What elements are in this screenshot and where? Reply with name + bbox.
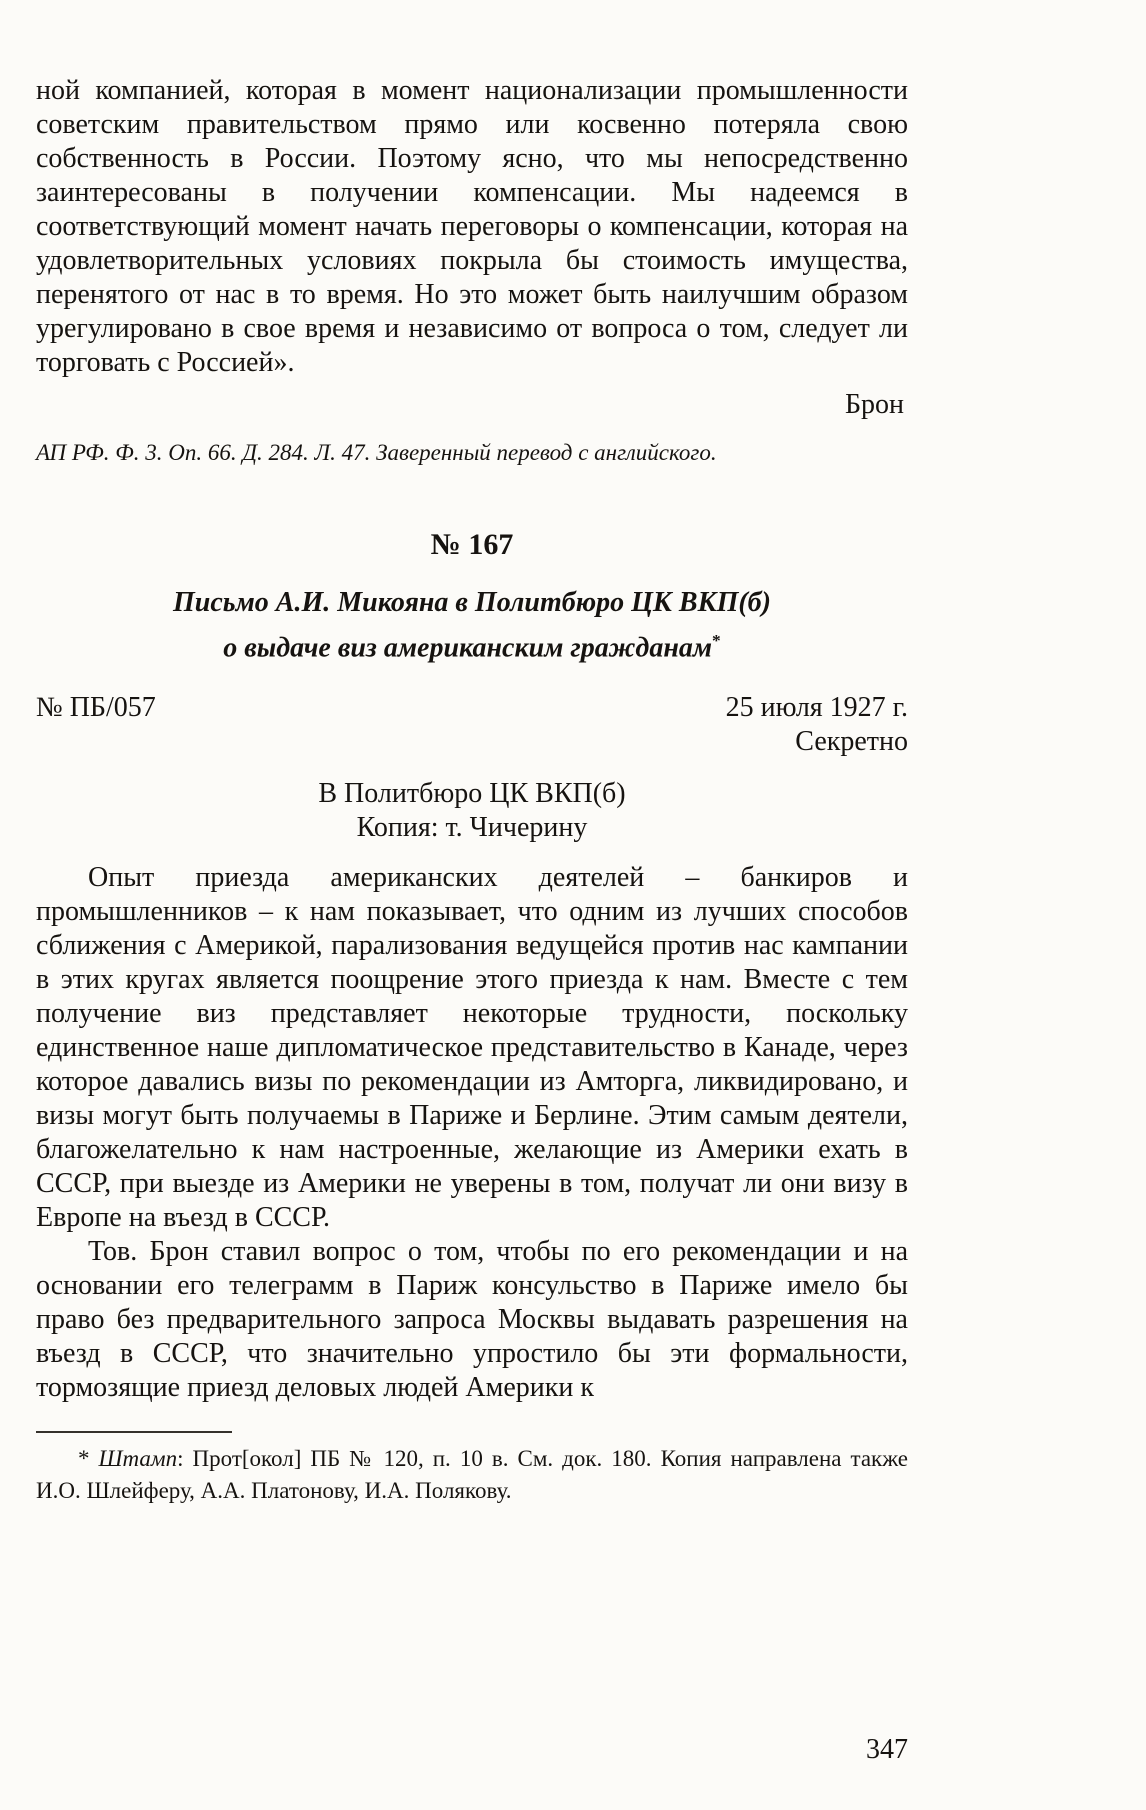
- page-content: [36, 74, 908, 1507]
- copy-line: Копия: т. Чичерину: [356, 812, 588, 844]
- document-title-line2-text: о выдаче виз американским гражданам: [223, 632, 713, 664]
- previous-document-continuation-paragraph: ной компанией, которая в момент национализации промышленности советским правительством прямо или косвенно потеряла свою собственность в России. Поэтому ясно, что мы непосредственно заинтересованы в получении компенсации. Мы надеемся в соответствующий момент начать переговоры о компенсации, которая на удовлетворительных условиях покрыла бы стоимость имущества, перенятого от нас в то время. Но это может быть наилучшим образом урегулировано в свое время и независимо от вопроса о том, следует ли торговать с Россией».: [36, 75, 908, 378]
- document-date: 25 июля 1927 г.: [725, 692, 908, 724]
- footnote-text: : Прот[окол] ПБ № 120, п. 10 в. См. док. 180. Копия направлена также И.О. Шлейферу, А.А. Платонову, И.А. Полякову.: [36, 1446, 909, 1504]
- footnote: [36, 1443, 908, 1507]
- footnote-marker-superscript: *: [712, 631, 721, 650]
- footnote-term: Штамп: [98, 1446, 178, 1472]
- document-number-heading: № 167: [430, 528, 514, 561]
- classification-label: Секретно: [795, 726, 908, 758]
- archive-reference: АП РФ. Ф. 3. Оп. 66. Д. 284. Л. 47. Заверенный перевод с английского.: [36, 440, 717, 465]
- document-paragraph-1: Опыт приезда американских деятелей – банкиров и промышленников – к нам показывает, что одним из лучших способов сближения с Америкой, парализования ведущейся против нас кампании в этих кругах является поощрение этого приезда к нам. Вместе с тем получение виз представляет некоторые трудности, поскольку единственное наше дипломатическое представительство в Канаде, через которое давались визы по рекомендации из Амторга, ликвидировано, и визы могут быть получаемы в Париже и Берлине. Этим самым деятели, благожелательно к нам настроенные, желающие из Америки ехать в СССР, при выезде из Америки не уверены в том, получат ли они визу в Европе на въезд в СССР.: [36, 862, 908, 1234]
- footnote-marker: *: [78, 1446, 99, 1472]
- document-paragraph-2: Тов. Брон ставил вопрос о том, чтобы по его рекомендации и на основании его телеграмм в Париж консульство в Париже имело бы право без предварительного запроса Москвы выдавать разрешения на въезд в СССР, что значительно упростило бы эти формальности, тормозящие приезд деловых людей Америки к: [36, 1236, 908, 1404]
- addressee-line: В Политбюро ЦК ВКП(б): [318, 778, 626, 810]
- protocol-reference-number: № ПБ/057: [36, 692, 156, 724]
- page-number: 347: [866, 1734, 908, 1765]
- addressee-block: [36, 777, 908, 845]
- footnote-separator-rule: [36, 1431, 232, 1433]
- reference-and-date-row: [36, 691, 908, 725]
- document-title-line2: [36, 622, 908, 667]
- signature: Брон: [844, 389, 904, 420]
- document-title-line1: Письмо А.И. Микояна в Политбюро ЦК ВКП(б): [173, 587, 771, 618]
- document-title: [36, 584, 908, 667]
